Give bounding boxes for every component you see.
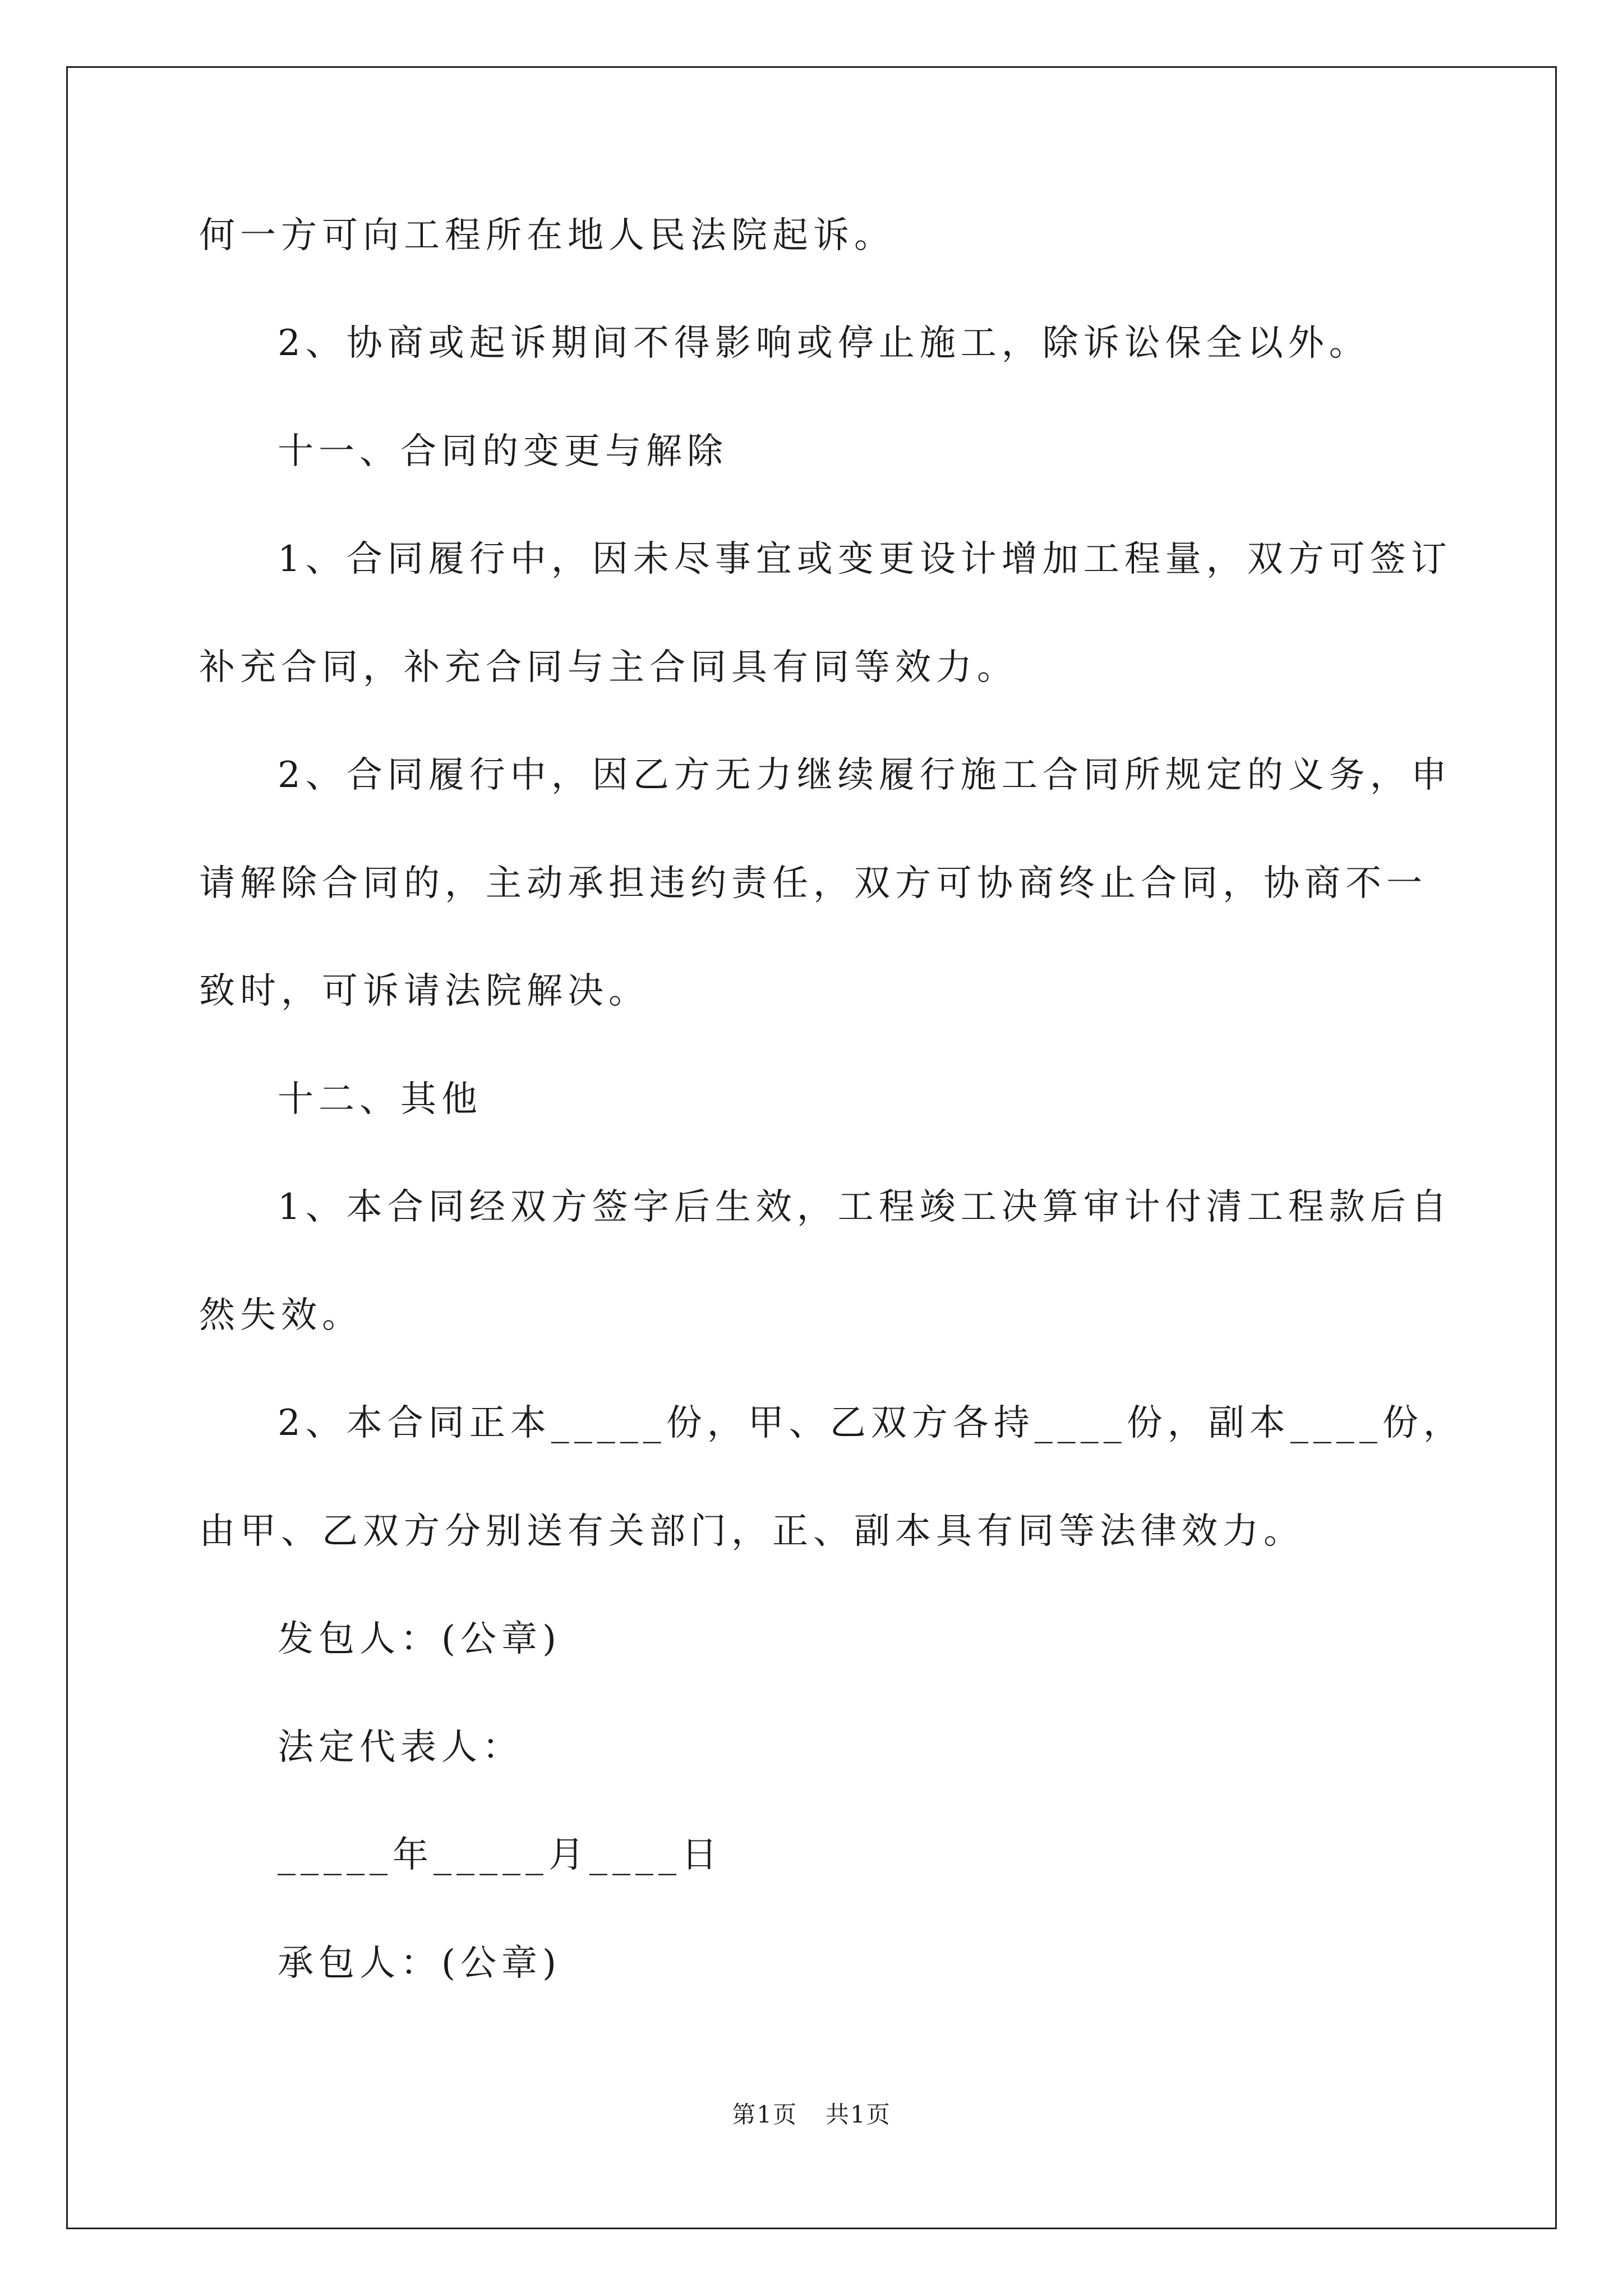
- signature-party-line: 承包人：(公章): [278, 1943, 561, 1984]
- paragraph-line: 然失效。: [199, 1295, 363, 1336]
- paragraph-line: 请解除合同的，主动承担违约责任，双方可协商终止合同，协商不一: [199, 863, 1427, 904]
- signature-party-line: 发包人：(公章): [278, 1618, 561, 1660]
- page-footer: [0, 2098, 1623, 2132]
- paragraph-line: 补充合同，补充合同与主合同具有同等效力。: [199, 647, 1018, 688]
- paragraph-line: 1、合同履行中，因未尽事宜或变更设计增加工程量，双方可签订: [278, 539, 1452, 580]
- paragraph-line: 致时，可诉请法院解决。: [199, 970, 649, 1012]
- date-line: _____年_____月____日: [278, 1834, 722, 1876]
- paragraph-line: 2、协商或起诉期间不得影响或停止施工，除诉讼保全以外。: [278, 323, 1370, 364]
- paragraph-line: 何一方可向工程所在地人民法院起诉。: [199, 215, 895, 256]
- paragraph-line: 2、合同履行中，因乙方无力继续履行施工合同所规定的义务，申: [278, 754, 1452, 796]
- page-number: 第1页: [732, 2101, 797, 2128]
- section-heading: 十一、合同的变更与解除: [278, 431, 728, 472]
- page-total: 共1页: [826, 2101, 891, 2128]
- page-border: [66, 66, 1557, 2229]
- paragraph-line: 由甲、乙双方分别送有关部门，正、副本具有同等法律效力。: [199, 1511, 1304, 1552]
- paragraph-line: 1、本合同经双方签字后生效，工程竣工决算审计付清工程款后自: [278, 1186, 1452, 1228]
- section-heading: 十二、其他: [278, 1079, 482, 1120]
- paragraph-line: 2、本合同正本_____份，甲、乙双方各持____份，副本____份，: [278, 1402, 1464, 1444]
- signature-rep-line: 法定代表人：: [278, 1727, 523, 1768]
